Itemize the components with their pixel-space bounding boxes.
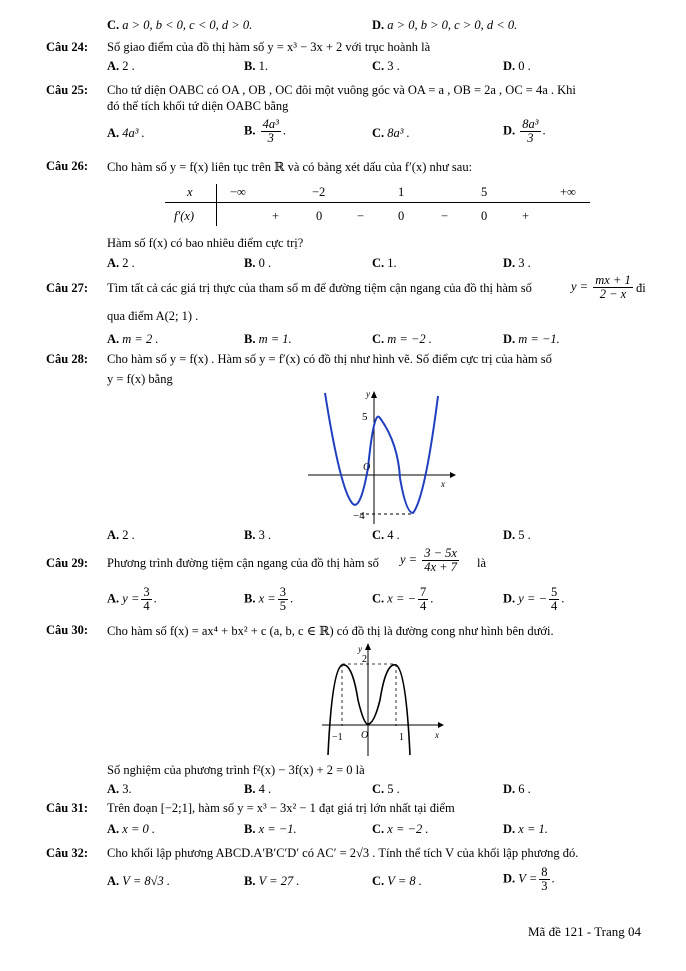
prev-option-d[interactable]: D. a > 0, b > 0, c > 0, d < 0. bbox=[372, 18, 518, 32]
question-number: Câu 31: bbox=[46, 801, 89, 815]
question-number: Câu 25: bbox=[46, 83, 89, 97]
question-number: Câu 26: bbox=[46, 159, 89, 173]
table-x-head: x bbox=[187, 185, 193, 199]
graph-x-label: x bbox=[441, 479, 445, 489]
option-d[interactable]: D. x = 1. bbox=[503, 822, 548, 836]
table-sign-cell: + bbox=[272, 209, 280, 223]
table-sign-cell: 0 bbox=[316, 209, 323, 223]
option-a[interactable]: A. x = 0 . bbox=[107, 822, 156, 836]
y-axis-arrow bbox=[371, 391, 377, 398]
page-footer: Mã đề 121 - Trang 04 bbox=[528, 924, 642, 939]
graph-min-value: −4 bbox=[353, 510, 365, 522]
question-stem-cont: Số nghiệm của phương trình f²(x) − 3f(x) + 2 = 0 là bbox=[107, 763, 365, 777]
question-number: Câu 27: bbox=[46, 281, 89, 295]
option-a[interactable]: A. m = 2 . bbox=[107, 332, 159, 346]
option-c[interactable]: C. 5 . bbox=[372, 782, 400, 796]
table-x-cell: 5 bbox=[481, 185, 488, 199]
y-axis-arrow bbox=[365, 643, 371, 650]
option-a[interactable]: A. 2 . bbox=[107, 528, 135, 542]
option-d[interactable]: D. V = $\frac{8}{3}$ . bbox=[503, 865, 555, 893]
table-sign-cell: − bbox=[441, 209, 449, 223]
option-b[interactable]: B. 3 . bbox=[244, 528, 272, 542]
graph-y-label: y bbox=[358, 644, 362, 654]
graph-origin: O bbox=[363, 462, 371, 473]
graph-y-label: y bbox=[366, 389, 370, 399]
option-b[interactable]: B. m = 1. bbox=[244, 332, 292, 346]
graph-origin: O bbox=[361, 730, 369, 741]
option-d[interactable]: D. m = −1. bbox=[503, 332, 560, 346]
question-stem: Cho hàm số y = f(x) . Hàm số y = f′(x) có đồ thị như hình vẽ. Số điểm cực trị của hàm số bbox=[107, 352, 552, 366]
option-a[interactable]: A. 4a³ . bbox=[107, 126, 145, 140]
option-c[interactable]: C. m = −2 . bbox=[372, 332, 432, 346]
curve bbox=[325, 393, 438, 513]
option-a[interactable]: A. 2 . bbox=[107, 59, 135, 73]
question-stem: Cho khối lập phương ABCD.A′B′C′D′ có AC′ = 2√3 . Tính thể tích V của khối lập phương đó. bbox=[107, 846, 579, 860]
question-stem: Tìm tất cả các giá trị thực của tham số m để đường tiệm cận ngang của đồ thị hàm số bbox=[107, 281, 532, 295]
table-x-cell: −∞ bbox=[230, 185, 246, 199]
x-axis-arrow bbox=[438, 722, 444, 728]
option-d[interactable]: D. 3 . bbox=[503, 256, 531, 270]
option-b[interactable]: B. $\frac{\text{4a³}}{3}$ . bbox=[244, 117, 286, 145]
option-c[interactable]: C. 1. bbox=[372, 256, 397, 270]
question-stem-tail: đi bbox=[636, 281, 646, 295]
table-sign-cell: + bbox=[522, 209, 530, 223]
option-d[interactable]: D. 5 . bbox=[503, 528, 531, 542]
option-b[interactable]: B. 0 . bbox=[244, 256, 272, 270]
question-number: Câu 32: bbox=[46, 846, 89, 860]
option-d[interactable]: D. y = − $\frac{5}{4}$ . bbox=[503, 585, 565, 613]
question-stem: Số giao điểm của đồ thị hàm số y = x³ − 3x + 2 với trục hoành là bbox=[107, 40, 431, 54]
option-b[interactable]: B. V = 27 . bbox=[244, 874, 300, 888]
table-x-cell: −2 bbox=[312, 185, 326, 199]
option-c[interactable]: C. x = −2 . bbox=[372, 822, 429, 836]
question-stem: Phương trình đường tiệm cận ngang của đồ thị hàm số bbox=[107, 556, 379, 570]
graph-x-label: x bbox=[435, 730, 439, 740]
question-number: Câu 28: bbox=[46, 352, 89, 366]
question-stem-tail: là bbox=[477, 556, 487, 570]
question-stem: Trên đoạn [−2;1], hàm số y = x³ − 3x² − 1 đạt giá trị lớn nhất tại điểm bbox=[107, 801, 455, 815]
question-stem-cont: Hàm số f(x) có bao nhiêu điểm cực trị? bbox=[107, 236, 304, 250]
function-formula: y = $\frac{mx + 1}{2 - x}$ bbox=[571, 273, 631, 301]
quartic-graph bbox=[318, 640, 448, 758]
graph-max-value: 2 bbox=[362, 654, 367, 665]
option-d[interactable]: D. 0 . bbox=[503, 59, 531, 73]
question-stem: Cho tứ diện OABC có OA , OB , OC đôi một vuông góc và OA = a , OB = 2a , OC = 4a . Khi bbox=[107, 83, 576, 97]
table-sign-cell: 0 bbox=[398, 209, 405, 223]
question-number: Câu 30: bbox=[46, 623, 89, 637]
table-x-cell: 1 bbox=[398, 185, 405, 199]
option-a[interactable]: A. 3. bbox=[107, 782, 132, 796]
option-c[interactable]: C. V = 8 . bbox=[372, 874, 422, 888]
derivative-graph bbox=[300, 388, 460, 528]
table-sign-cell: 0 bbox=[481, 209, 488, 223]
option-b[interactable]: B. 4 . bbox=[244, 782, 272, 796]
table-fprime-head: f′(x) bbox=[174, 209, 195, 223]
option-c[interactable]: C. x = − $\frac{7}{4}$ . bbox=[372, 585, 434, 613]
question-stem: Cho hàm số f(x) = ax⁴ + bx² + c (a, b, c ∈ ℝ) có đồ thị là đường cong như hình bên dưới. bbox=[107, 624, 554, 638]
table-x-cell: +∞ bbox=[560, 185, 576, 199]
graph-pos-one: 1 bbox=[399, 732, 404, 743]
option-b[interactable]: B. 1. bbox=[244, 59, 268, 73]
option-b[interactable]: B. x = $\frac{3}{5}$ . bbox=[244, 585, 294, 613]
option-d[interactable]: D. 6 . bbox=[503, 782, 531, 796]
question-stem-cont: qua điểm A(2; 1) . bbox=[107, 309, 199, 323]
option-c[interactable]: C. 8a³ . bbox=[372, 126, 410, 140]
function-formula: y = $\frac{3 - 5x}{4x + 7}$ bbox=[400, 546, 457, 574]
question-stem-cont: y = f(x) bằng bbox=[107, 372, 173, 386]
option-c[interactable]: C. 3 . bbox=[372, 59, 400, 73]
x-axis-arrow bbox=[450, 472, 456, 478]
graph-max-value: 5 bbox=[362, 411, 368, 423]
option-a[interactable]: A. 2 . bbox=[107, 256, 135, 270]
option-a[interactable]: A. V = 8√3 . bbox=[107, 874, 170, 888]
question-number: Câu 24: bbox=[46, 40, 89, 54]
question-stem: Cho hàm số y = f(x) liên tục trên ℝ và có bảng xét dấu của f′(x) như sau: bbox=[107, 160, 473, 174]
option-b[interactable]: B. x = −1. bbox=[244, 822, 297, 836]
option-d[interactable]: D. $\frac{\text{8a³}}{3}$ . bbox=[503, 117, 546, 145]
question-number: Câu 29: bbox=[46, 556, 89, 570]
prev-option-c[interactable]: C. a > 0, b < 0, c < 0, d > 0. bbox=[107, 18, 253, 32]
option-c[interactable]: C. 4 . bbox=[372, 528, 400, 542]
option-a[interactable]: A. y = $\frac{3}{4}$ . bbox=[107, 585, 157, 613]
table-sign-cell: − bbox=[357, 209, 365, 223]
question-stem-cont: đó thể tích khối tứ diện OABC bằng bbox=[107, 99, 289, 113]
graph-neg-one: −1 bbox=[332, 732, 343, 743]
